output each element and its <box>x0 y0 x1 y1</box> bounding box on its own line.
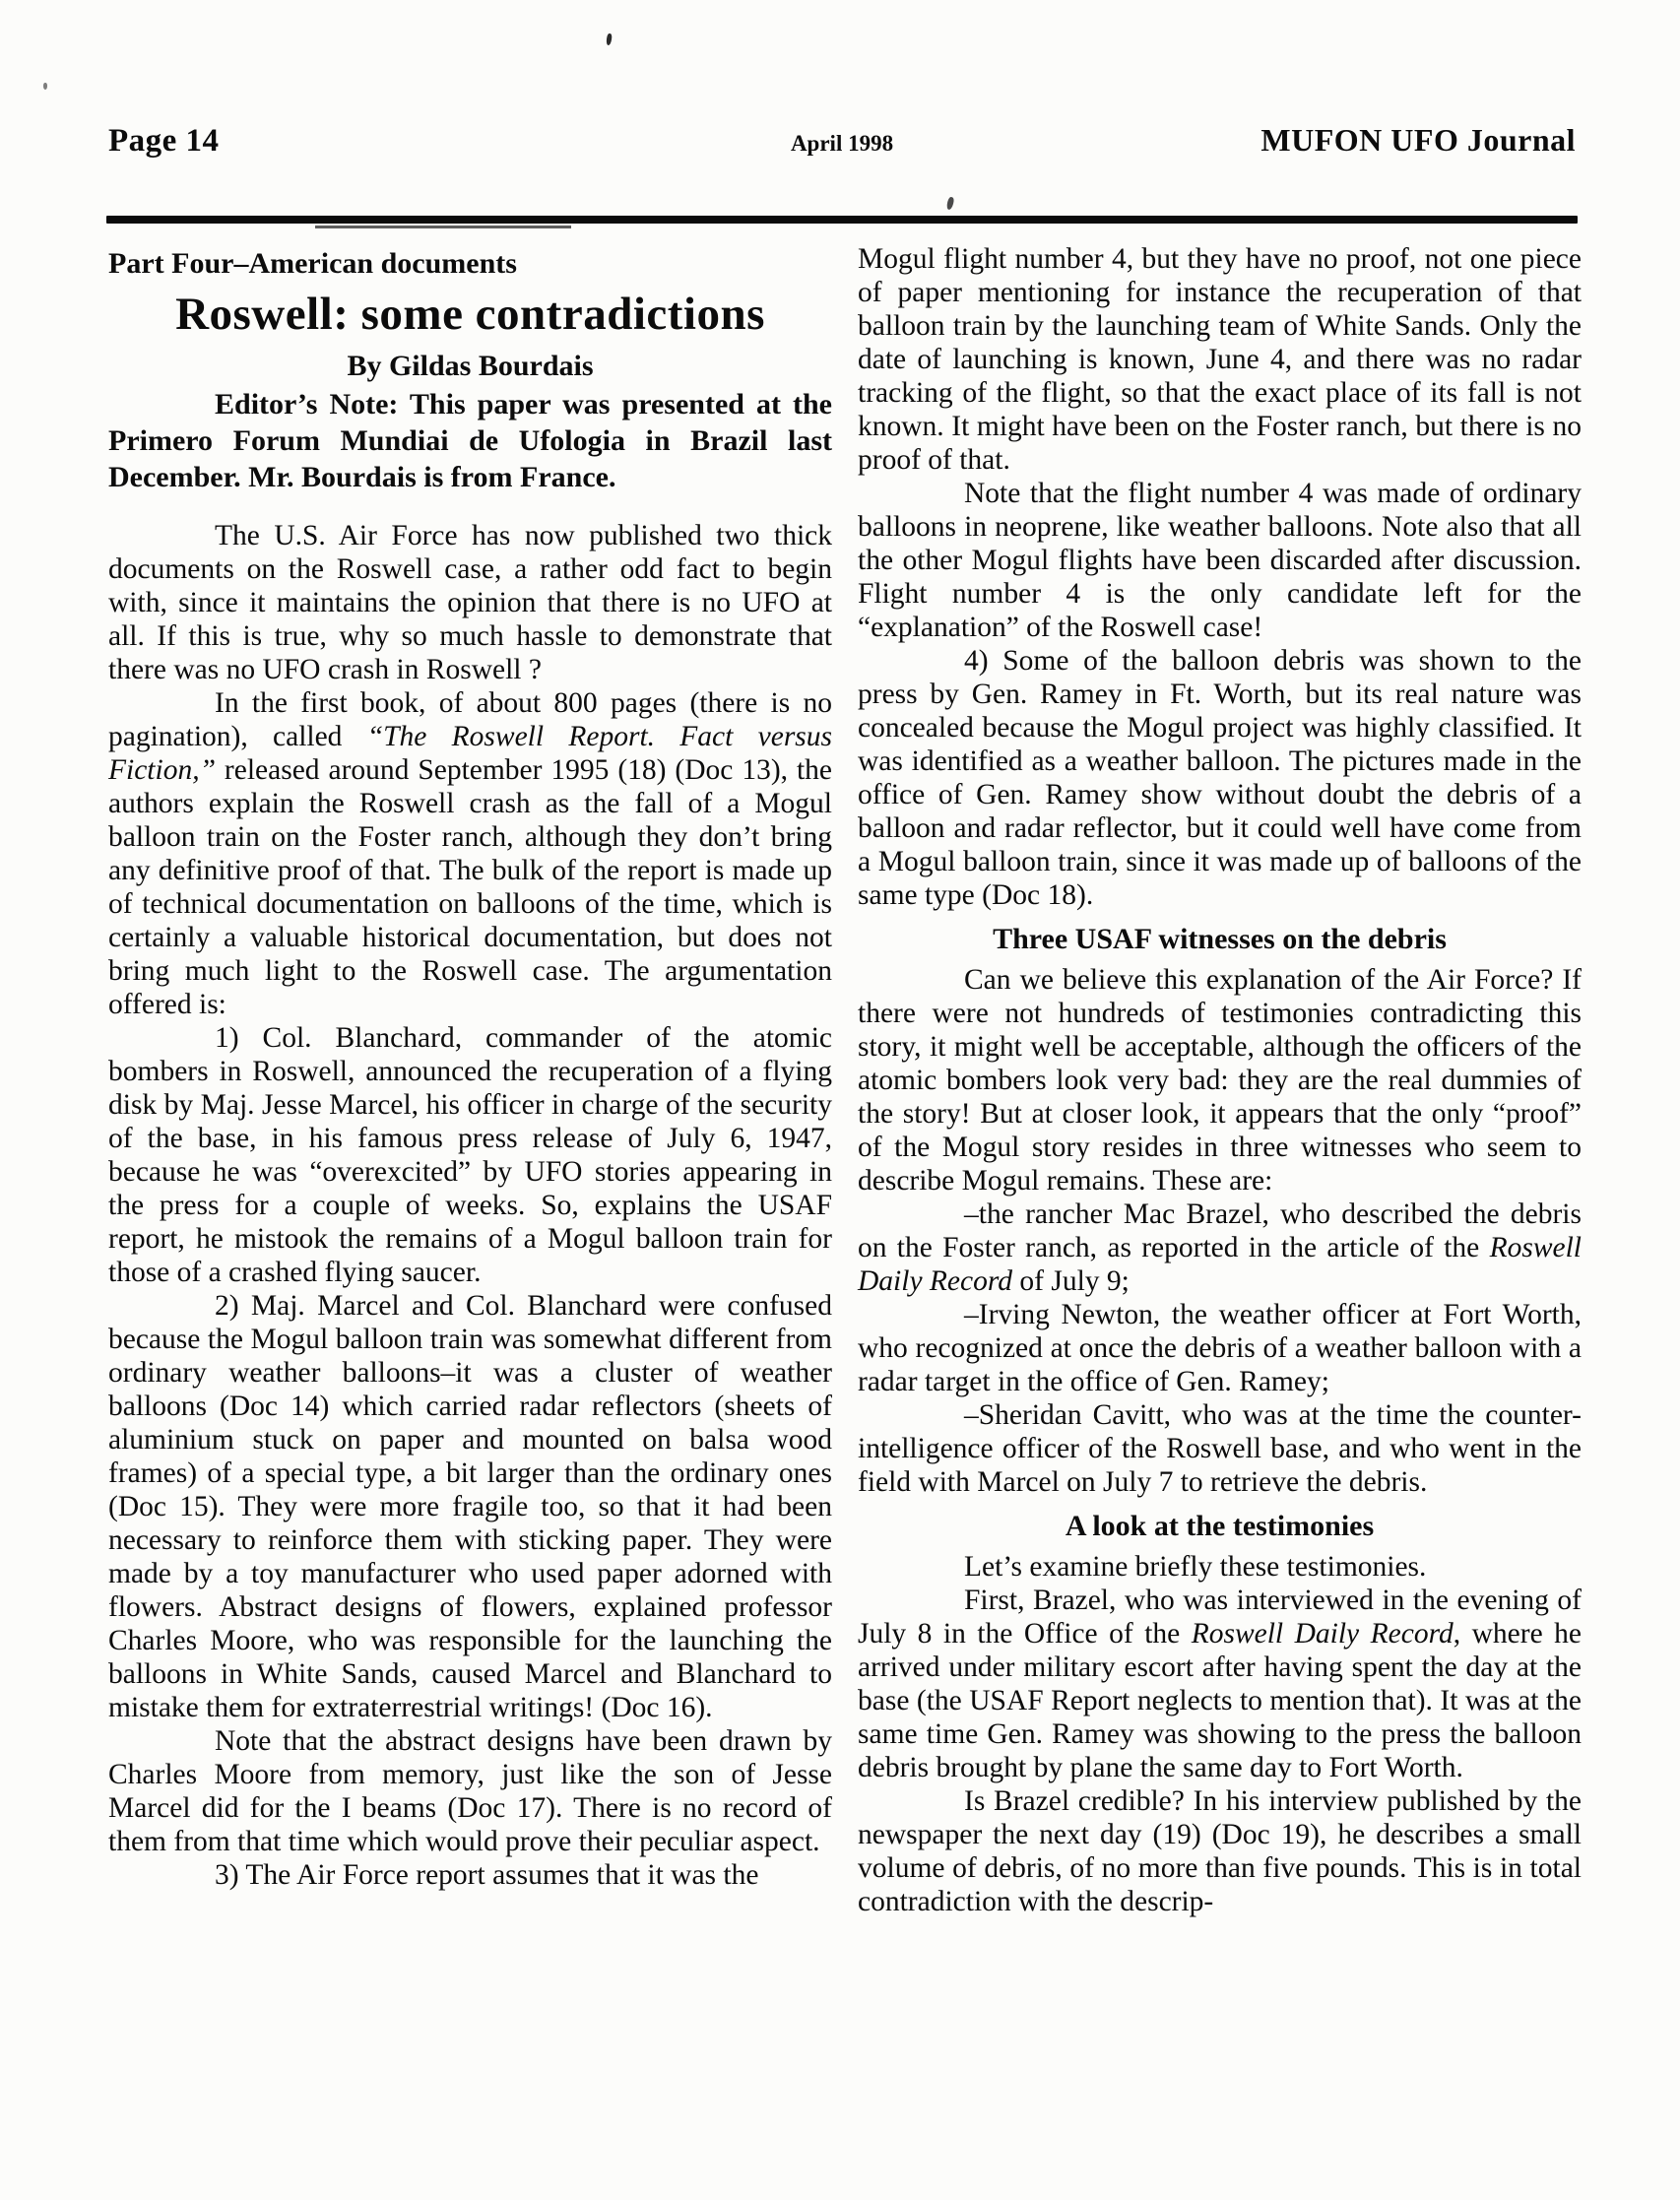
right-column <box>858 242 1582 1918</box>
page-header <box>108 122 1576 160</box>
book-title-italic: “The Roswell Report. Fact versus Fiction,” <box>108 721 833 786</box>
paragraph-usaf-published: The U.S. Air Force has now published two thick documents on the Roswell case, a rather odd fact to begin with, since it maintains the opinion that there is no UFO at all. If this is true, why so much hassle to demonstrate that there was no UFO crash in Roswell ? <box>108 520 832 685</box>
journal-title: MUFON UFO Journal <box>1260 122 1577 158</box>
paragraph-point2-marcel: 2) Maj. Marcel and Col. Blanchard were confused because the Mogul balloon train was somewhat different from ordinary weather balloons–it was a cluster of weather balloons (Doc 14) which carried radar reflectors (sheets of aluminium stuck on paper and mounted on balsa wood frames) of a special type, a bit larger than the ordinary ones (Doc 15). They were more fragile too, so that it had been necessary to reinforce them with sticking paper. They were made by a toy manufacturer who used paper adorned with flowers. Abstract designs of flowers, explained professor Charles Moore, who was responsible for the launching the balloons in White Sands, caused Marcel and Blanchard to mistake them for extraterrestrial writings! (Doc 16). <box>108 1290 832 1723</box>
section-heading-testimonies: A look at the testimonies <box>1065 1510 1375 1542</box>
scan-speck <box>946 196 955 210</box>
paragraph-text: First, Brazel, who was interviewed in the evening of July 8 in the Office of the <box>858 1585 1582 1650</box>
left-column <box>108 242 832 1918</box>
newspaper-title-italic: Roswell Daily Record <box>1191 1618 1454 1650</box>
paragraph-first-book <box>108 686 832 1021</box>
issue-date: April 1998 <box>790 131 894 156</box>
header-rule-echo <box>315 226 571 228</box>
paragraph-point4-debris: 4) Some of the balloon debris was shown to the press by Gen. Ramey in Ft. Worth, but its real nature was concealed because the Mogul project was highly classified. It was identified as a weather balloon. The pictures made in the office of Gen. Ramey show without doubt the debris of a balloon and radar reflector, but it could well have come from a Mogul balloon train, since it was made up of balloons of the same type (Doc 18). <box>858 645 1582 911</box>
paragraph-note-flight4: Note that the flight number 4 was made of ordinary balloons in neoprene, like weather balloons. Note also that all the other Mogul flights have been discarded after discussion. Flight number 4 is the only candidate left for the “explanation” of the Roswell case! <box>858 478 1582 643</box>
paragraph-text: –the rancher Mac Brazel, who described the debris on the Foster ranch, as reported in the article of the <box>858 1198 1582 1263</box>
paragraph-text: , where he arrived under military escort after having spent the day at the base (the USAF Report neglects to mention that). It was at the same time Gen. Ramey was showing to the press the balloon debris brought by plane the same day to Fort Worth. <box>858 1618 1582 1783</box>
paragraph-first-brazel <box>858 1584 1582 1784</box>
article-body <box>108 242 1582 1918</box>
paragraph-text: of July 9; <box>1012 1265 1130 1297</box>
scan-speck <box>606 33 613 46</box>
paragraph-text: In the first book, of about 800 pages (there is no pagination), called <box>108 687 832 752</box>
paragraph-witness-cavitt: –Sheridan Cavitt, who was at the time the counter-intelligence officer of the Roswell base, and who went in the field with Marcel on July 7 to retrieve the debris. <box>858 1399 1582 1498</box>
article-byline: By Gildas Bourdais <box>347 350 594 382</box>
page-number: Page 14 <box>108 123 220 159</box>
newspaper-title-italic: Roswell Daily Record <box>858 1232 1582 1297</box>
paragraph-mogul-flight4: Mogul flight number 4, but they have no proof, not one piece of paper mentioning for instance the recuperation of that balloon train by the launching team of White Sands. Only the date of launching is known, June 4, and there was no radar tracking of the flight, so that the exact place of its fall is not known. It might have been on the Foster ranch, but there is no proof of that. <box>858 243 1582 476</box>
editor-note: Editor’s Note: This paper was presented at the Primero Forum Mundiai de Ufologia in Brazil last December. Mr. Bourdais is from France. <box>108 388 832 493</box>
paragraph-witness-newton: –Irving Newton, the weather officer at Fort Worth, who recognized at once the debris of a weather balloon with a radar target in the office of Gen. Ramey; <box>858 1299 1582 1397</box>
paragraph-text: released around September 1995 (18) (Doc 13), the authors explain the Roswell crash as the fall of a Mogul balloon train on the Foster ranch, although they don’t bring any definitive proof of that. The bulk of the report is made up of technical documentation on balloons of the time, which is certainly a valuable historical documentation, but does not bring much light to the Roswell case. The argumentation offered is: <box>108 754 832 1020</box>
paragraph-is-brazel-credible: Is Brazel credible? In his interview published by the newspaper the next day (19) (Doc 19), he describes a small volume of debris, of no more than five pounds. This is in total contradiction with the descrip- <box>858 1785 1582 1917</box>
paragraph-point1-blanchard: 1) Col. Blanchard, commander of the atomic bombers in Roswell, announced the recuperation of a flying disk by Maj. Jesse Marcel, his officer in charge of the security of the base, in his famous press release of July 6, 1947, because he was “overexcited” by UFO stories appearing in the press for a couple of weeks. So, explains the USAF report, he mistook the remains of a Mogul balloon train for those of a crashed flying saucer. <box>108 1022 832 1288</box>
paragraph-point3-airforce: 3) The Air Force report assumes that it was the <box>215 1859 759 1891</box>
paragraph-note-abstract-designs: Note that the abstract designs have been drawn by Charles Moore from memory, just like the son of Jesse Marcel did for the I beams (Doc 17). There is no record of them from that time which would prove their peculiar aspect. <box>108 1725 832 1857</box>
article-kicker: Part Four–American documents <box>108 247 517 280</box>
paragraph-lets-examine: Let’s examine briefly these testimonies. <box>964 1551 1427 1583</box>
article-title: Roswell: some contradictions <box>175 289 765 340</box>
paragraph-witness-brazel <box>858 1197 1582 1298</box>
scan-speck <box>43 83 47 90</box>
header-rule <box>106 216 1578 224</box>
paragraph-can-we-believe: Can we believe this explanation of the Air Force? If there were not hundreds of testimonies contradicting this story, it might well be acceptable, although the officers of the atomic bombers look very bad: they are the real dummies of the story! But at closer look, it appears that the only “proof” of the Mogul story resides in three witnesses who seem to describe Mogul remains. These are: <box>858 964 1582 1197</box>
section-heading-three-usaf-witnesses: Three USAF witnesses on the debris <box>993 923 1447 955</box>
